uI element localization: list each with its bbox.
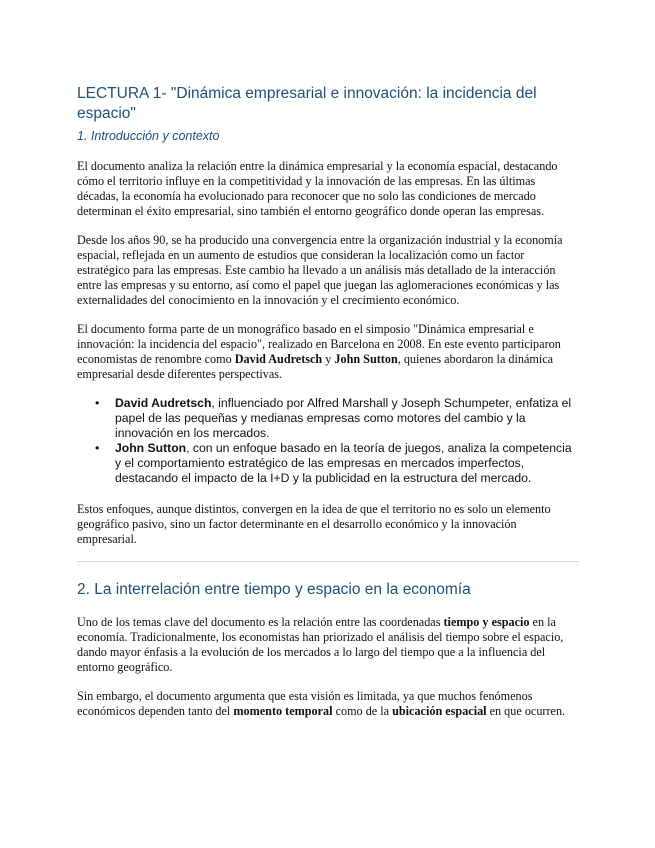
document-title: LECTURA 1- "Dinámica empresarial e innovación: la incidencia del espacio" xyxy=(77,85,537,122)
s2p2-text-c: como de la xyxy=(332,704,393,718)
s2p2-text-a: Sin embargo, el documento argumenta que esta visión es limitada, ya que muchos fenómenos económicos dependen tanto del xyxy=(77,689,533,718)
intro-paragraph-1: El documento analiza la relación entre la dinámica empresarial y la economía espacial, destacando cómo el territorio influye en la competitividad y la innovación de las empresas. En las últimas décadas, la economía ha evolucionado para reconocer que no solo las condiciones de mercado determinan el éxito empresarial, sino también el entorno geográfico donde operan las empresas. xyxy=(77,159,558,218)
s2p1-bold: tiempo y espacio xyxy=(443,615,530,629)
section-2-paragraph-1 xyxy=(77,615,577,675)
intro-paragraph-3 xyxy=(77,322,577,382)
section-2-paragraph-2 xyxy=(77,689,577,719)
economists-list xyxy=(77,396,577,486)
document-page xyxy=(77,84,577,733)
list-item-text: , con un enfoque basado en la teoría de juegos, analiza la competencia y el comportamiento estratégico de las empresas en mercados imperfectos, destacando el impacto de la I+D y la publicidad en la estructura del mercado. xyxy=(115,441,572,485)
intro-paragraph-2: Desde los años 90, se ha producido una convergencia entre la organización industrial y la economía espacial, reflejada en un aumento de estudios que consideran la localización como un factor estratégico para las empresas. Este cambio ha llevado a un análisis más detallado de la interacción entre las empresas y su entorno, así como el papel que juegan las aglomeraciones económicas y las externalidades del conocimiento en la innovación y el crecimiento económico. xyxy=(77,233,563,307)
section-divider xyxy=(77,561,579,562)
list-item xyxy=(95,396,577,441)
s2p1-text-c: en la economía. Tradicionalmente, los economistas han priorizado el análisis del tiempo sobre el espacio, dando mayor énfasis a la evolución de los mercados a lo largo del tiempo que a la influencia del entorno geográfico. xyxy=(77,615,564,674)
list-item xyxy=(95,441,577,486)
list-item-text: , influenciado por Alfred Marshall y Joseph Schumpeter, enfatiza el papel de las pequeñas y medianas empresas como motores del cambio y la innovación en los mercados. xyxy=(115,396,572,440)
bullet-icon: • xyxy=(95,396,100,410)
s2p1-text-a: Uno de los temas clave del documento es la relación entre las coordenadas xyxy=(77,615,444,629)
intro-paragraph-4: Estos enfoques, aunque distintos, convergen en la idea de que el territorio no es solo un elemento geográfico pasivo, sino un factor determinante en el desarrollo económico y la innovación empresarial. xyxy=(77,502,551,546)
section-2-heading: 2. La interrelación entre tiempo y espacio en la economía xyxy=(77,581,471,598)
p3-bold-sutton: John Sutton xyxy=(334,352,398,366)
list-item-bold: David Audretsch xyxy=(115,396,212,410)
s2p2-text-d: en que ocurren. xyxy=(486,704,566,718)
s2p2-bold-espacial: ubicación espacial xyxy=(392,704,487,718)
list-item-bold: John Sutton xyxy=(115,441,187,455)
section-1-heading: 1. Introducción y contexto xyxy=(77,129,220,143)
bullet-icon: • xyxy=(95,441,100,455)
p3-bold-audretsch: David Audretsch xyxy=(234,352,323,366)
p3-text-c: y xyxy=(322,352,335,366)
p3-text-d: , quienes abordaron la dinámica empresarial desde diferentes perspectivas. xyxy=(77,352,554,381)
s2p2-bold-temporal: momento temporal xyxy=(233,704,333,718)
p3-text-a: El documento forma parte de un monográfico basado en el simposio "Dinámica empresarial e innovación: la incidencia del espacio", realizado en Barcelona en 2008. En este evento participaron economistas de renombre como xyxy=(77,322,561,366)
